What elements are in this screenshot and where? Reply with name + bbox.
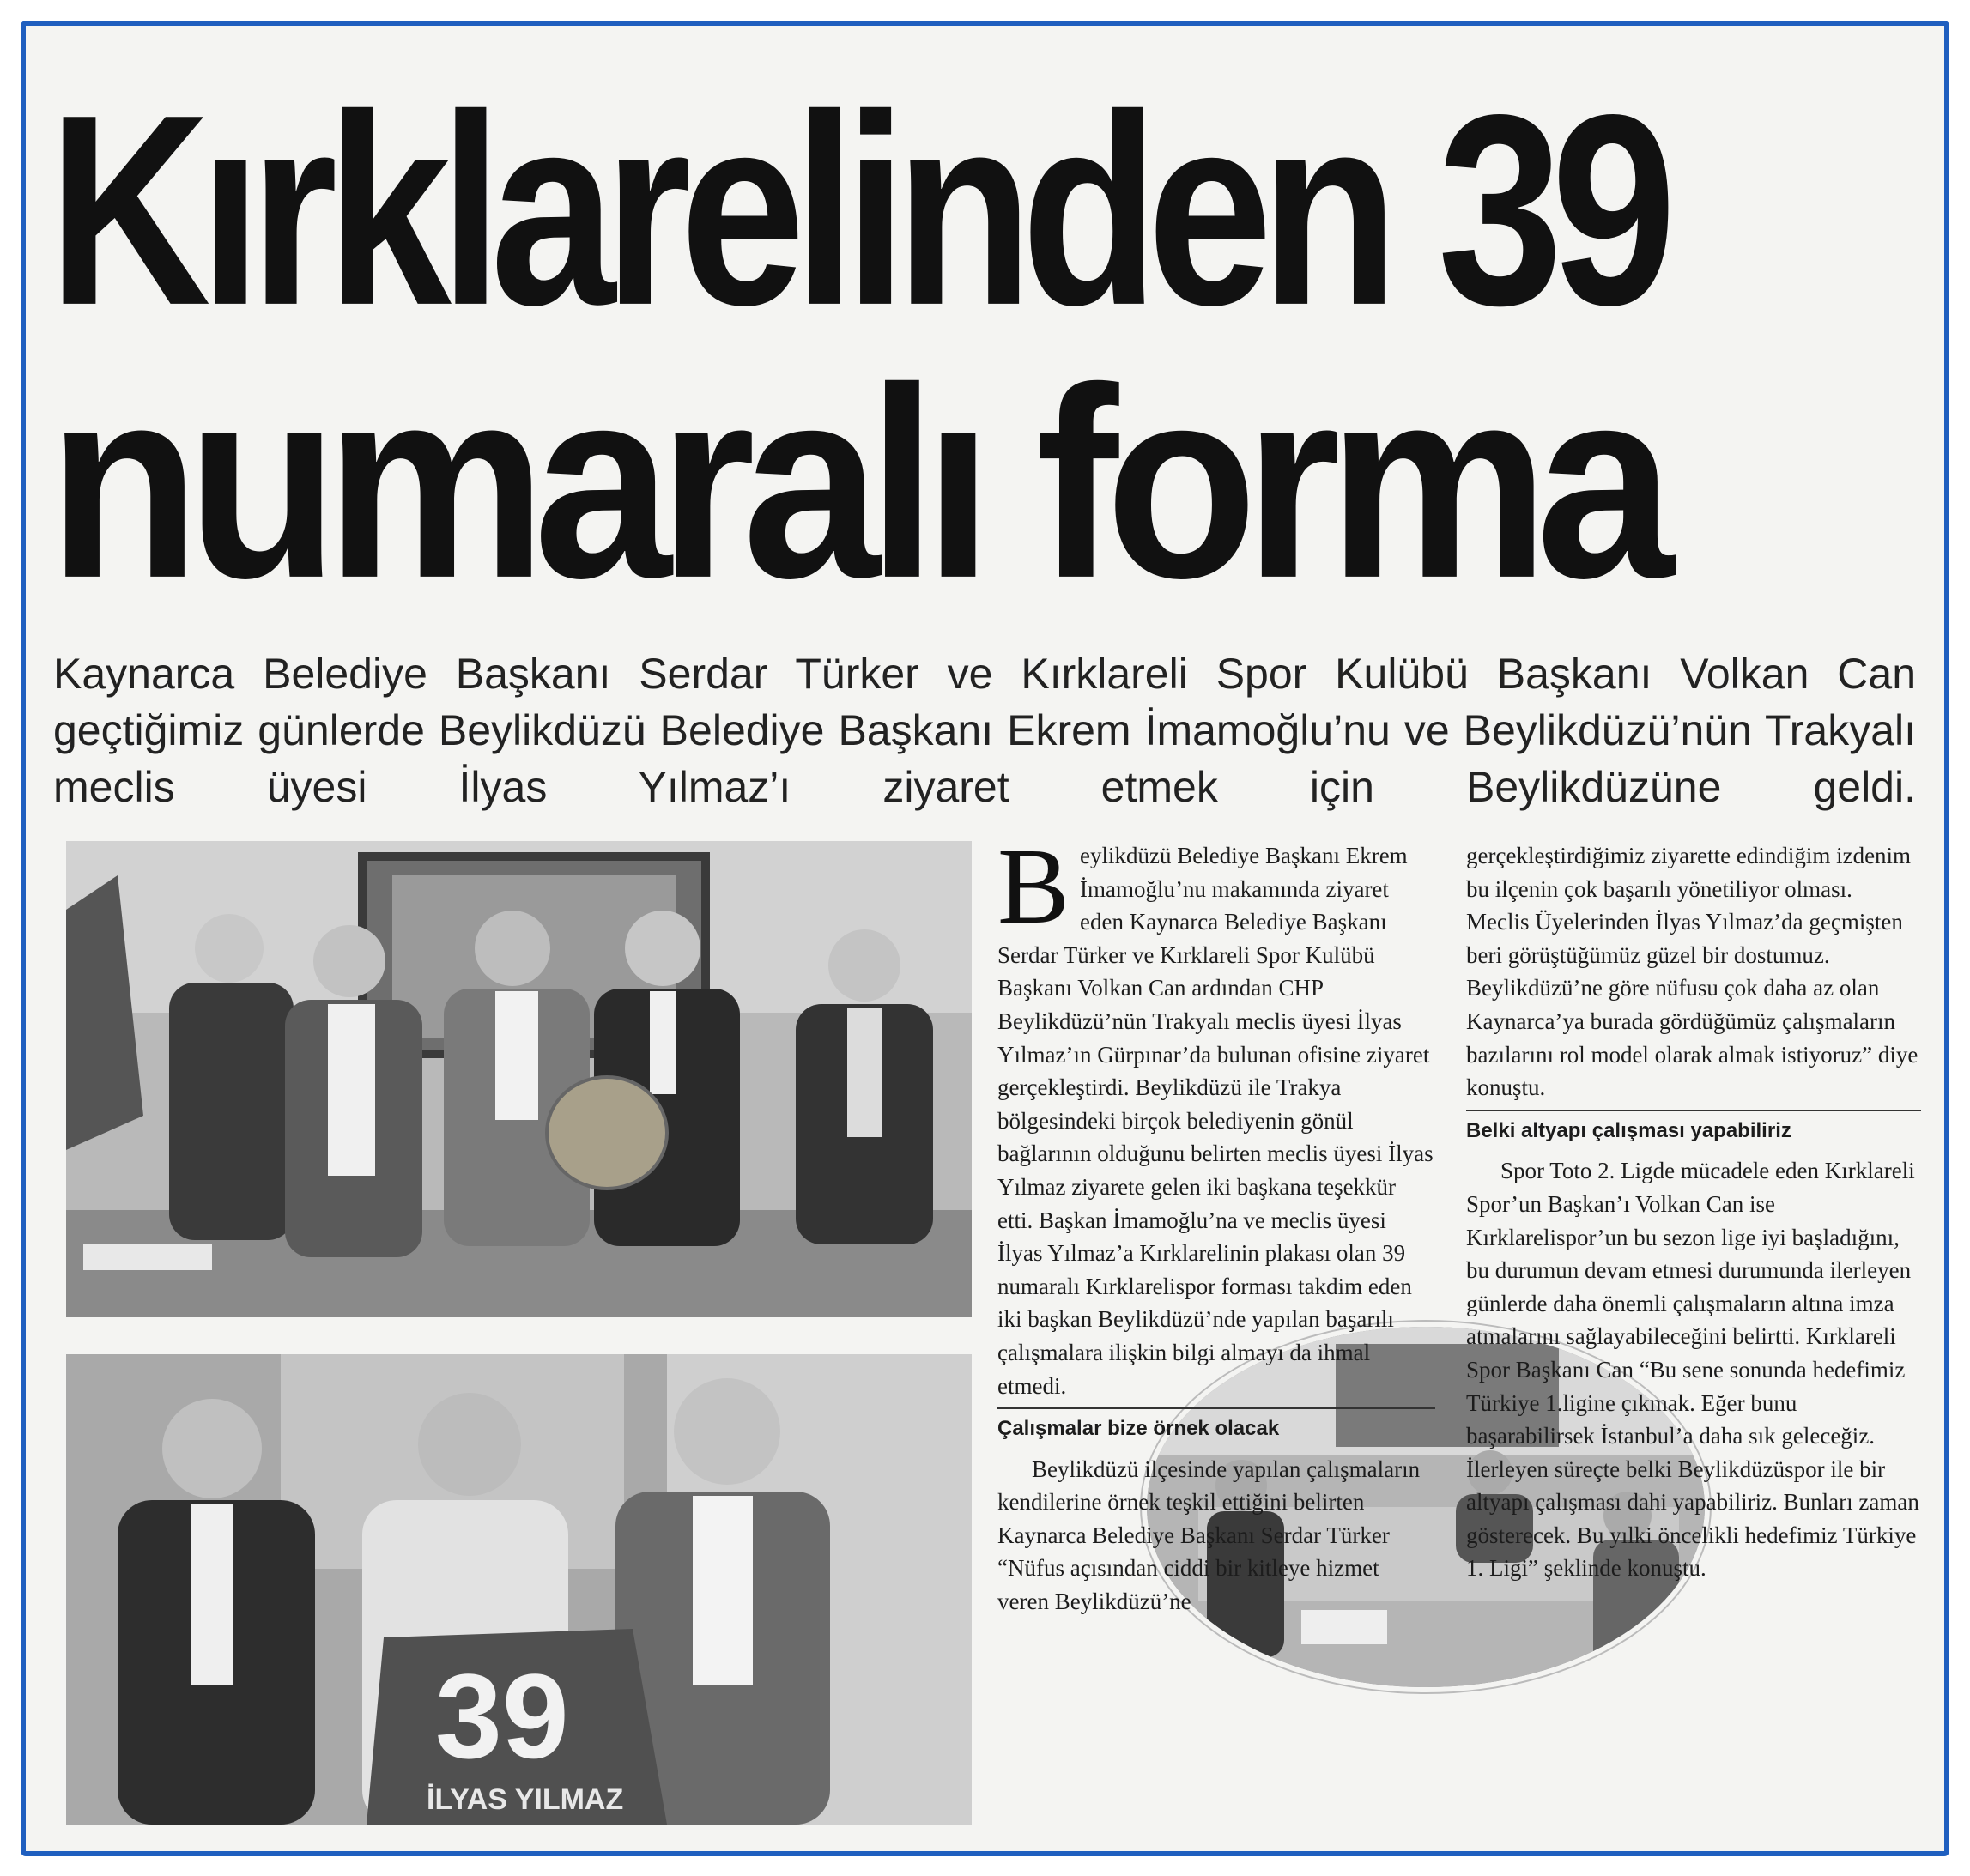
- jersey-photo: [66, 1354, 972, 1825]
- article-column-2: [1466, 839, 1921, 1585]
- spot-text: Kaynarca Belediye Başkanı Serdar Türker ve Kırklareli Spor Kulübü Başkanı Volkan Can geçtiğimiz günlerde Beylikdüzü Belediye Başkanı Ekrem İmamoğlu’nu ve Beylikdüzü’nün Trakyalı meclis üyesi İlyas Yılmaz’ı ziyaret etmek için Beylikdüzüne geldi.: [53, 650, 1916, 811]
- headline-line-1: Kırklarelinden 39: [48, 57, 1665, 362]
- subheading-2: Belki altyapı çalışması yapabiliriz: [1466, 1110, 1921, 1148]
- jersey-number: 39: [435, 1649, 569, 1783]
- article-paragraph: gerçekleştirdiğimiz ziyarette edindiğim izdenim bu ilçenin çok başarılı yönetiliyor olması. Meclis Üyelerinden İlyas Yılmaz’da geçmişten beri görüştüğümüz güzel bir dostumuz. Beylikdüzü’ne göre nüfusu çok daha az olan Kaynarca’ya burada gördüğümüz çalışmaların bazılarını rol model olarak almak istiyoruz” diye konuştu.: [1466, 843, 1918, 1101]
- article-column-1: [997, 827, 1435, 1619]
- dropcap: B: [997, 827, 1070, 947]
- jersey-name: İLYAS YILMAZ: [427, 1783, 624, 1816]
- headline-line-2: numaralı forma: [48, 330, 1662, 635]
- article-paragraph: Spor Toto 2. Ligde mücadele eden Kırklareli Spor’un Başkan’ı Volkan Can ise Kırklarelispor’un bu sezon lige iyi başladığını, bu durumun devam etmesi durumunda ilerleyen günlerde daha önemli çalışmaların altına imza atmalarını sağlayabileceğini belirtti. Kırklareli Spor Başkanı Can “Bu sene sonunda hedefimiz Türkiye 1.ligine çıkmak. Eğer bunu başarabilirsek İstanbul’a daha sık geleceğiz. İlerleyen süreçte belki Beylikdüzüspor ile bir altyapı çalışması dahi yapabiliriz. Bunları zaman gösterecek. Bu yılki öncelikli hedefimiz Türkiye 1. Ligi” şeklinde konuştu.: [1466, 1158, 1919, 1582]
- article-paragraph: Beylikdüzü ilçesinde yapılan çalışmaların kendilerine örnek teşkil ettiğini belirten Kaynarca Belediye Başkanı Serdar Türker “Nüfus açısından ciddi bir kitleye hizmet veren Beylikdüzü’ne: [997, 1455, 1421, 1615]
- subheading-1: Çalışmalar bize örnek olacak: [997, 1407, 1435, 1446]
- group-photo: [66, 841, 972, 1317]
- article-lead: eylikdüzü Belediye Başkanı Ekrem İmamoğlu’nu makamında ziyaret eden Kaynarca Belediye Başkanı Serdar Türker ve Kırklareli Spor Kulübü Başkanı Volkan Can ardından CHP Beylikdüzü’nün Trakyalı meclis üyesi İlyas Yılmaz’ın Gürpınar’da bulunan ofisine ziyaret gerçekleştirdi. Beylikdüzü ile Trakya bölgesindeki birçok belediyenin gönül bağlarının olduğunu belirten meclis üyesi İlyas Yılmaz ziyarete gelen iki başkana teşekkür etti. Başkan İmamoğlu’na ve meclis üyesi İlyas Yılmaz’a Kırklarelinin plakası olan 39 numaralı Kırklarelispor forması takdim eden iki başkan Beylikdüzü’nde yapılan başarılı çalışmalara ilişkin bilgi almayı da ihmal etmedi.: [997, 843, 1434, 1399]
